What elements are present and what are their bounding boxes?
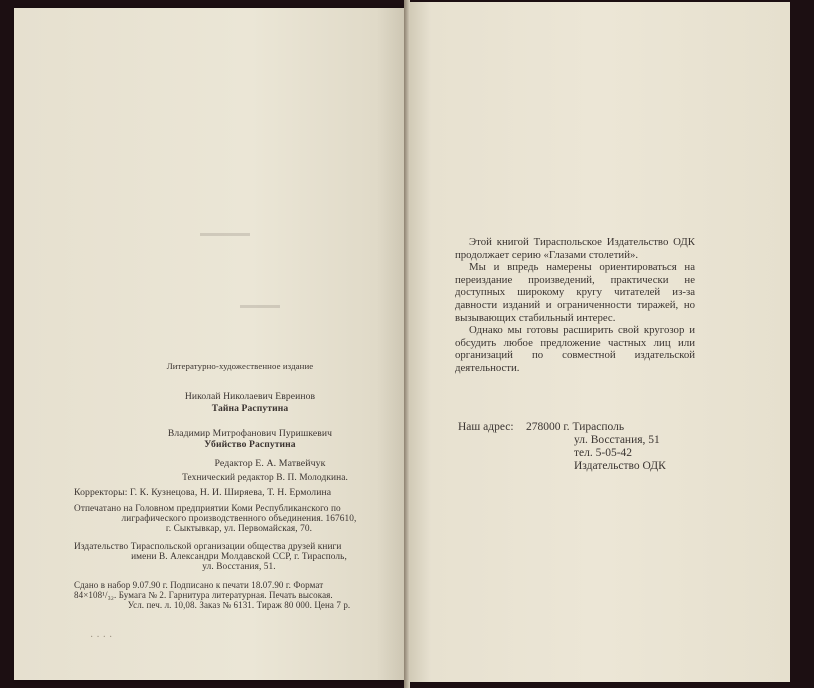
specs-line-3: Усл. печ. л. 10,08. Заказ № 6131. Тираж 80 000. Цена 7 р.	[127, 600, 351, 610]
publisher-line-2: имени В. Александри Молдавской ССР, г. Тирасполь,	[131, 552, 347, 562]
address-label: Наш адрес:	[458, 421, 514, 433]
show-through-mark: ▬▬▬▬	[240, 300, 280, 311]
note-paragraph-2: Мы и впредь намерены ориентироваться на переиздание произведений, практически не доступных широкому кругу читателей из-за давности изданий и ограниченности тиражей, но вызывающих стабильный интерес.	[455, 261, 695, 324]
correctors: Корректоры: Г. К. Кузнецова, Н. И. Ширяева, Т. Н. Ермолина	[74, 487, 332, 498]
editor: Редактор Е. А. Матвейчук	[214, 458, 326, 469]
address-line-3: тел. 5-05-42	[574, 447, 633, 459]
book-spine	[404, 0, 410, 688]
tech-editor: Технический редактор В. П. Молодкина.	[182, 473, 348, 483]
address-line-2: ул. Восстания, 51	[574, 434, 660, 446]
specs-line-2: 84×108¹/₃₂. Бумага № 2. Гарнитура литературная. Печать высокая.	[74, 590, 333, 600]
printing-line-1: Отпечатано на Головном предприятии Коми Республиканского по	[74, 504, 341, 514]
publisher-line-3: ул. Восстания, 51.	[202, 562, 276, 572]
address-line-1: 278000 г. Тирасполь	[526, 421, 625, 433]
author-1: Николай Николаевич Евреинов	[184, 391, 316, 402]
title-2: Убийство Распутина	[204, 439, 296, 450]
printing-line-2: лиграфического производственного объединения. 167610,	[121, 514, 357, 524]
show-through-mark: ▬▬▬▬▬	[200, 228, 250, 239]
specs-line-1: Сдано в набор 9.07.90 г. Подписано к печати 18.07.90 г. Формат	[74, 580, 324, 590]
author-2: Владимир Митрофанович Пуришкевич	[167, 428, 333, 439]
title-1: Тайна Распутина	[211, 403, 289, 414]
decorative-dots: ····	[90, 632, 116, 643]
publisher-note	[455, 236, 695, 375]
edition-genre: Литературно-художественное издание	[166, 361, 314, 371]
printing-line-3: г. Сыктывкар, ул. Первомайская, 70.	[165, 524, 313, 534]
note-paragraph-1: Этой книгой Тираспольское Издательство ОДК продолжает серию «Глазами столетий».	[455, 236, 695, 261]
note-paragraph-3: Однако мы готовы расширить свой кругозор и обсудить любое предложение частных лиц или организаций по совместной издательской деятельности.	[455, 324, 695, 374]
publisher-line-1: Издательство Тираспольской организации общества друзей книги	[74, 542, 342, 552]
address-line-4: Издательство ОДК	[574, 460, 666, 472]
